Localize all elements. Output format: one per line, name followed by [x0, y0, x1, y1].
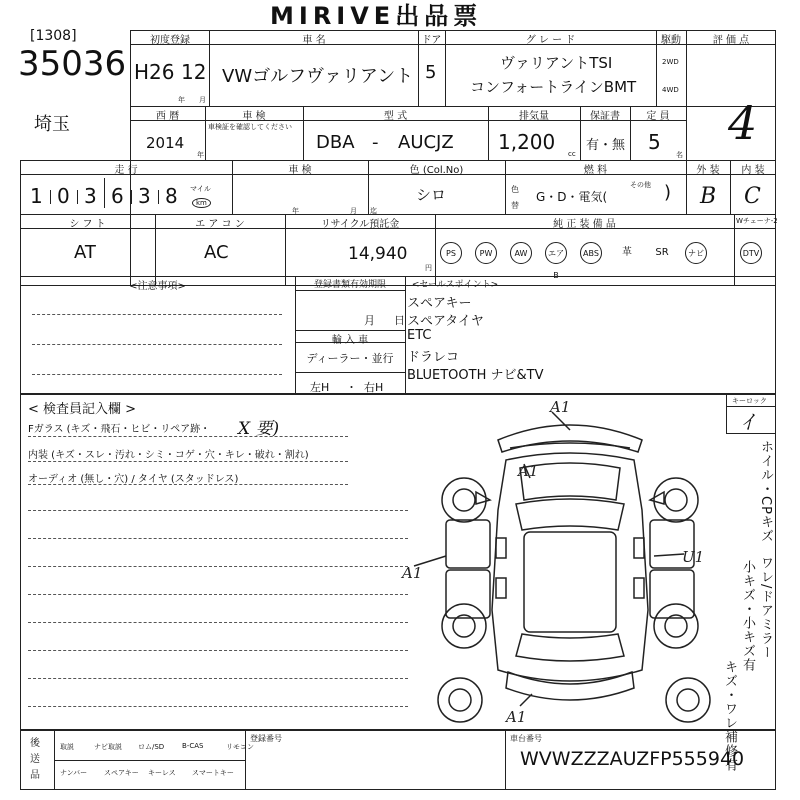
- header-score: 評 価 点: [712, 35, 750, 46]
- post-item: B-CAS: [182, 742, 204, 750]
- lot-code: [1308]: [30, 28, 77, 44]
- damage-mark-left: A1: [402, 564, 423, 582]
- unit-year-2: 年: [197, 151, 204, 159]
- recycle-value: 14,940: [348, 244, 408, 264]
- equipment-item: ABS: [580, 242, 602, 264]
- unit-yen: 円: [425, 264, 432, 272]
- header-reg-docs: 登録書類有効期限: [313, 280, 386, 290]
- handle-right: 右H: [364, 381, 384, 394]
- western-year-value: 2014: [146, 134, 185, 152]
- inspection-note: 車検証を確認してください: [208, 123, 292, 131]
- type-dash: -: [372, 132, 379, 153]
- type-code: AUCJZ: [398, 132, 454, 153]
- drive-4wd: 4WD: [662, 86, 679, 94]
- chassis-number: WVWZZZAUZFP555940: [520, 748, 745, 770]
- reg-day: 日: [394, 314, 405, 327]
- unit-km: km: [192, 198, 211, 208]
- handle-dot: ・: [346, 381, 357, 394]
- color-value: シロ: [416, 186, 447, 204]
- header-recycle: リサイクル預託金: [320, 219, 400, 230]
- header-wchair: Wチェーナ-2: [736, 217, 778, 225]
- footer-post-label: 後送品: [30, 738, 40, 781]
- legend-col-2: ワレ/ドアミラー: [758, 556, 773, 660]
- header-capacity: 定 員: [646, 111, 670, 122]
- header-interior: 内 装: [741, 165, 765, 176]
- unit-person: 名: [676, 151, 683, 159]
- header-color: 色 (Col.No): [409, 165, 464, 176]
- inspector-heading: < 検査員記入欄 >: [28, 402, 137, 417]
- sales-point-item: ドラレコ: [407, 350, 460, 365]
- header-fuel: 燃 料: [583, 165, 608, 176]
- fuel-close: ): [664, 182, 672, 203]
- inspector-line-1-mark: X 要): [238, 419, 280, 439]
- unit-month: 月: [199, 96, 206, 104]
- unit-mile: マイル: [190, 185, 211, 193]
- header-chassis: 車台番号: [510, 734, 542, 743]
- keylock-label: キーロック: [732, 397, 767, 405]
- header-drive: 駆動: [661, 35, 681, 46]
- unit-year-3: 年: [292, 207, 299, 215]
- warranty-value: 有・無: [586, 138, 626, 153]
- equipment-item: AW: [510, 242, 532, 264]
- sales-point-item: スペアタイヤ: [407, 314, 484, 329]
- equipment-item: ナビ: [685, 242, 707, 264]
- registration-month: 12: [181, 60, 207, 84]
- sales-point-item: スペアキー: [407, 296, 472, 311]
- header-inspection-2: 車 検: [288, 165, 312, 176]
- damage-mark-rear: A1: [506, 708, 527, 726]
- header-warranty: 保証書: [590, 111, 620, 122]
- header-car-name: 車 名: [302, 35, 326, 46]
- handle-left: 左H: [310, 381, 330, 394]
- aircon-value: AC: [204, 242, 229, 263]
- exterior-value: B: [700, 184, 717, 209]
- inspector-line-2: 内装 (キズ・スレ・汚れ・シミ・コゲ・穴・キレ・破れ・割れ): [28, 450, 309, 461]
- displacement-value: 1,200: [498, 130, 556, 154]
- unit-year: 年: [178, 96, 185, 104]
- damage-mark-hood: A1: [518, 462, 539, 480]
- shift-value: AT: [74, 242, 96, 263]
- mileage-digit: 3: [84, 184, 97, 208]
- mileage-digit: 3: [138, 184, 151, 208]
- legend-col-4: キズ・ワレ補修有: [722, 660, 737, 772]
- unit-cc: cc: [568, 150, 576, 158]
- post-item: ロム/SD: [138, 743, 165, 751]
- mileage-digit: 0: [57, 184, 70, 208]
- equipment-item: エアB: [545, 242, 567, 264]
- drive-2wd: 2WD: [662, 58, 679, 66]
- inspector-line-1: Fガラス (キズ・飛石・ヒビ・リペア跡・: [28, 424, 211, 435]
- header-exterior: 外 装: [696, 165, 720, 176]
- score-value: 4: [728, 96, 758, 150]
- legend-col-3: 小キズ・小キズ有: [740, 560, 755, 672]
- header-displacement: 排気量: [519, 111, 549, 122]
- equipment-item: PS: [440, 242, 462, 264]
- header-mileage: 走 行: [114, 165, 138, 176]
- header-sales-points: <セールスポイント>: [411, 280, 499, 290]
- document-title: MIRIVE出品票: [270, 2, 483, 30]
- damage-mark-front: A1: [550, 398, 571, 416]
- sales-point-item: BLUETOOTH ナビ&TV: [407, 368, 544, 383]
- equipment-item: DTV: [740, 242, 762, 264]
- header-type: 型 式: [383, 111, 408, 122]
- fuel-value: G・D・電気(: [536, 190, 608, 204]
- equipment-item: SR: [655, 247, 669, 258]
- type-prefix: DBA: [316, 132, 355, 153]
- capacity-value: 5: [648, 130, 661, 154]
- legend-col-1: ホイル・CPキズ: [758, 440, 773, 543]
- grade-line-1: ヴァリアントTSI: [500, 54, 613, 72]
- reg-month: 月: [364, 314, 375, 327]
- equipment-item: 革: [622, 247, 632, 258]
- header-reg-number: 登録番号: [250, 734, 282, 743]
- equipment-item: PW: [475, 242, 497, 264]
- mileage-digit: 8: [165, 184, 178, 208]
- post-item: スマートキー: [192, 769, 234, 777]
- keylock-value: ｲ: [742, 410, 752, 434]
- color-change-2: 替: [511, 201, 519, 210]
- header-equipment: 純 正 装 備 品: [553, 219, 616, 230]
- unit-month-3: 月: [350, 207, 357, 215]
- post-item: リモコン: [226, 743, 254, 751]
- post-item: 取説: [60, 743, 74, 751]
- interior-value: C: [744, 184, 761, 209]
- post-item: キーレス: [148, 769, 176, 777]
- header-notes: <注意事項>: [129, 281, 186, 292]
- registration-era-year: H26: [134, 60, 175, 84]
- color-change-1: 色: [511, 185, 519, 194]
- unit-until: 迄: [370, 207, 377, 215]
- car-damage-diagram: [402, 398, 720, 730]
- lot-number: 35036: [18, 44, 127, 84]
- header-import: 輸 入 車: [331, 335, 369, 346]
- header-western-year: 西 暦: [155, 111, 180, 122]
- doors-value: 5: [425, 62, 437, 83]
- header-doors: ドア: [421, 35, 442, 46]
- fuel-other-label: その他: [630, 181, 651, 189]
- header-inspection: 車 検: [242, 111, 266, 122]
- header-first-registration: 初度登録: [150, 35, 190, 46]
- header-shift: シ フ ト: [69, 219, 106, 230]
- grade-line-2: コンフォートラインBMT: [470, 78, 637, 96]
- damage-mark-right: U1: [682, 548, 705, 566]
- header-aircon: エ ア コ ン: [195, 219, 245, 230]
- post-item: ナビ取説: [94, 743, 122, 751]
- lot-region: 埼玉: [34, 114, 70, 135]
- post-item: ナンバー: [60, 769, 88, 777]
- import-dealer: ディーラー・並行: [306, 352, 394, 365]
- inspector-line-3: オーディオ (無し・穴) / タイヤ (スタッドレス): [28, 474, 239, 485]
- mileage-digit: 6: [111, 184, 124, 208]
- sales-point-item: ETC: [407, 328, 432, 343]
- car-name-value: VWゴルフヴァリアント: [222, 66, 414, 87]
- mileage-digit: 1: [30, 184, 43, 208]
- header-grade: グ レ ー ド: [525, 35, 576, 46]
- post-item: スペアキー: [104, 769, 139, 777]
